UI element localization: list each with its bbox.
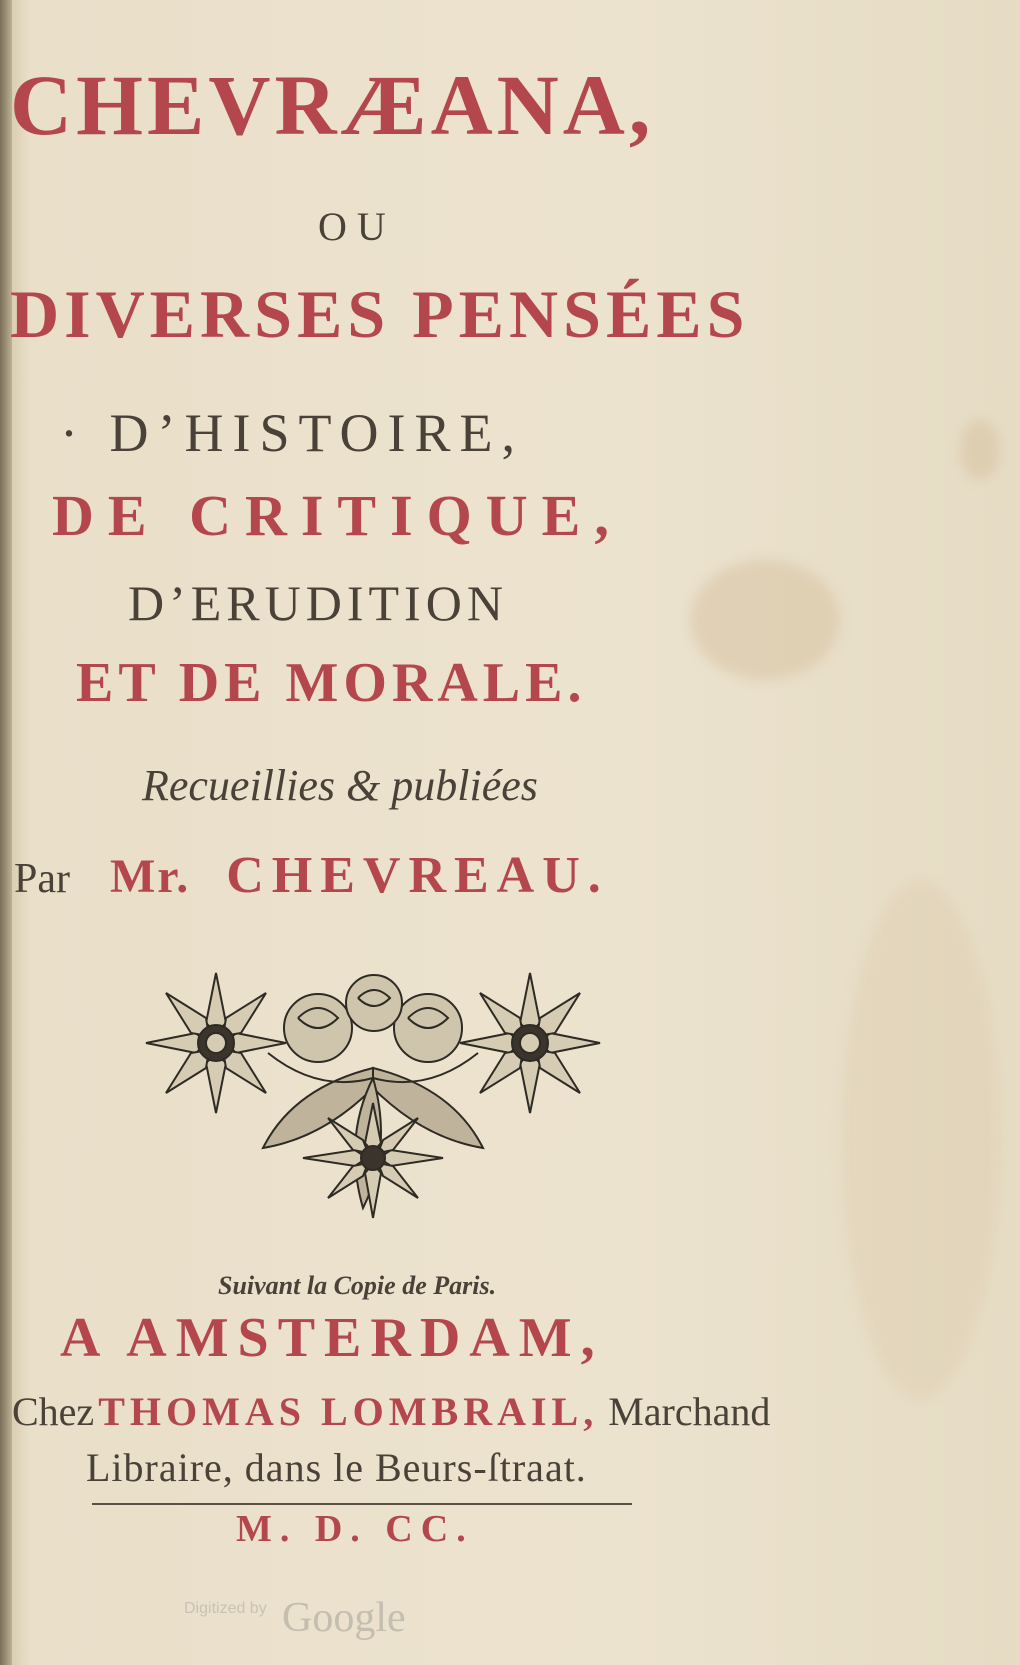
imprint-city: A AMSTERDAM, — [60, 1307, 604, 1369]
paper-stain — [690, 560, 840, 680]
title-histoire: · D’HISTOIRE, — [60, 403, 524, 463]
publication-year: M. D. CC. — [236, 1508, 474, 1550]
title-ou: OU — [318, 204, 396, 249]
collected-line: Recueillies & publiées — [142, 761, 538, 810]
title-diverses-pensees: DIVERSES PENSÉES — [10, 276, 750, 352]
flower-ornament — [138, 958, 608, 1228]
author-line — [14, 847, 609, 904]
publisher-name: THOMAS LOMBRAIL, — [98, 1389, 599, 1434]
chez-label: Chez — [12, 1389, 95, 1434]
paper-stain — [840, 880, 1000, 1400]
publisher-line — [12, 1389, 771, 1434]
date-rule — [92, 1503, 632, 1505]
publisher-address: Libraire, dans le Beurs-ſtraat. — [86, 1445, 587, 1490]
digitized-label: Digitized by — [184, 1600, 267, 1617]
google-watermark: Google — [282, 1595, 406, 1641]
title-morale: ET DE MORALE. — [76, 652, 587, 714]
author-title: Mr. — [110, 850, 191, 903]
title-critique: DE CRITIQUE, — [52, 483, 623, 548]
par-label: Par — [14, 856, 70, 902]
author-name: CHEVREAU. — [226, 847, 609, 904]
copy-note: Suivant la Copie de Paris. — [218, 1271, 497, 1300]
title-main: CHEVRÆANA, — [10, 57, 655, 153]
paper-stain — [960, 420, 1000, 480]
publisher-trade: Marchand — [608, 1389, 771, 1434]
title-erudition: D’ERUDITION — [128, 575, 508, 631]
book-gutter — [0, 0, 12, 1665]
